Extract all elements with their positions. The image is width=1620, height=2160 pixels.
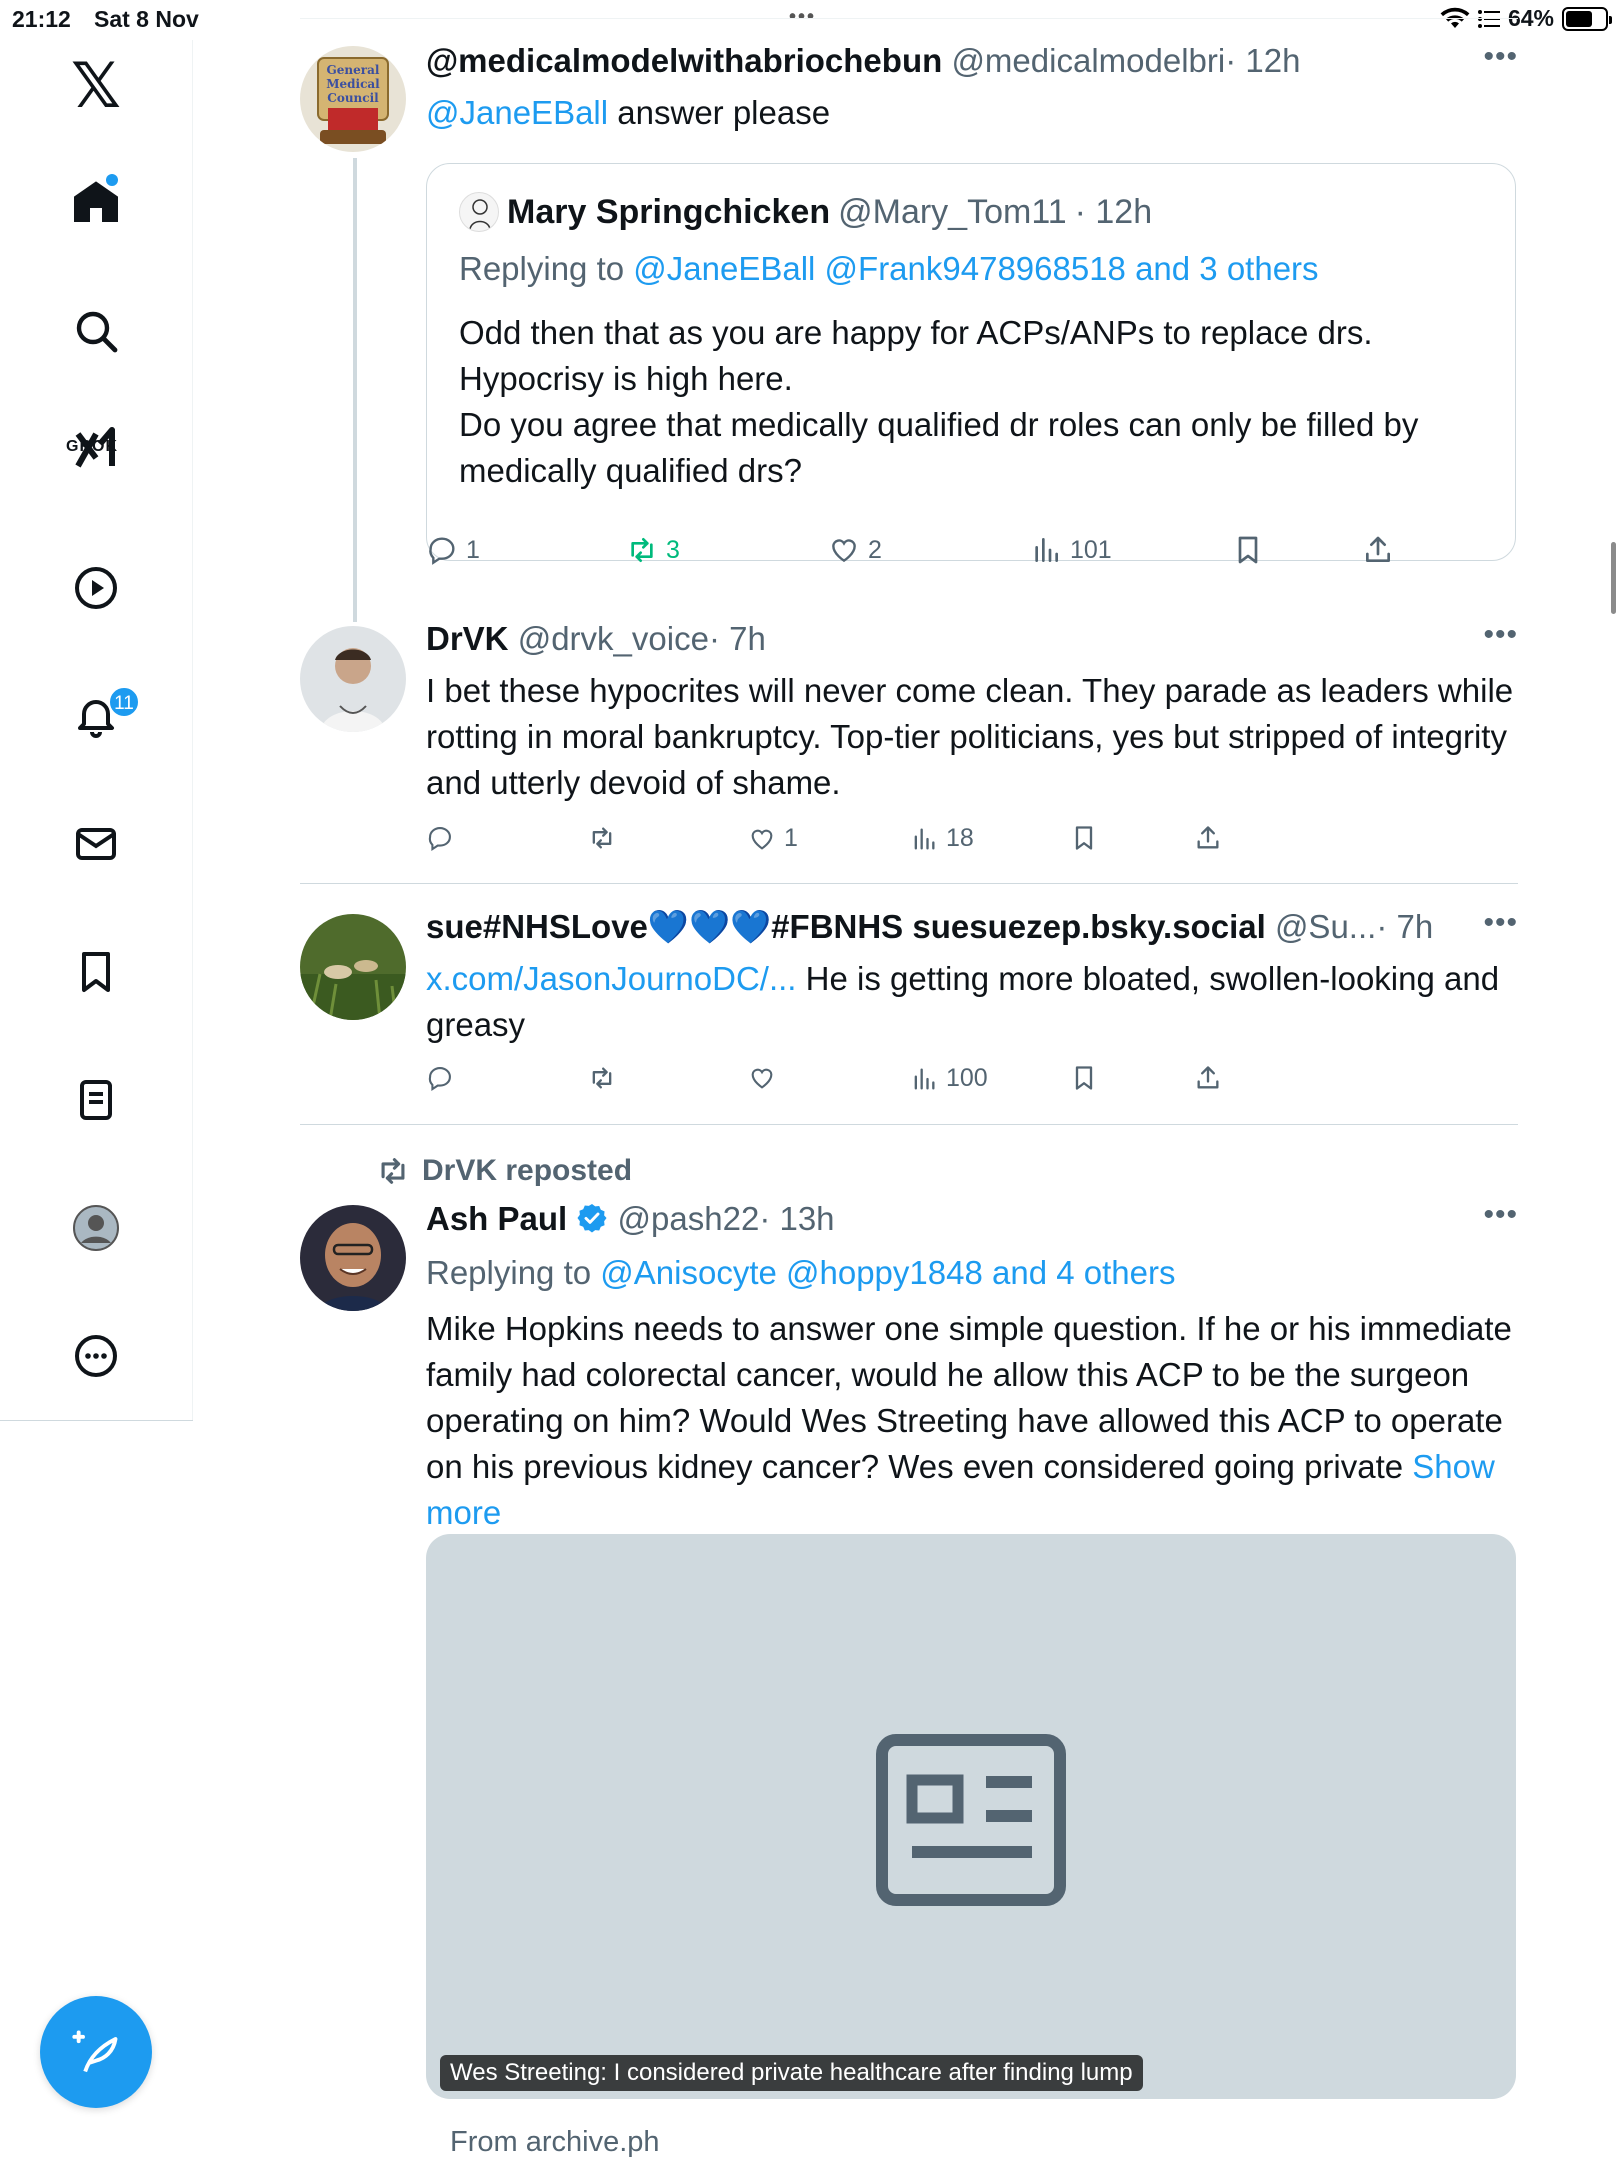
status-bar	[0, 0, 1620, 40]
quote-time: · 12h	[1074, 192, 1153, 231]
profile-avatar-icon[interactable]	[70, 1202, 122, 1254]
mention-link[interactable]: @JaneEBall	[426, 94, 609, 131]
tweet-separator	[300, 883, 1518, 884]
tweet-text: I bet these hypocrites will never come clean. They parade as leaders while rotting in moral bankruptcy. Top-tier politicians, yes but stripped of integrity and utterly devoid of shame.	[426, 672, 1514, 801]
external-link[interactable]: x.com/JasonJournoDC/...	[426, 960, 797, 997]
avatar-medicalmodel[interactable]	[300, 46, 406, 152]
share-icon	[1194, 824, 1222, 852]
tweet-text: x.com/JasonJournoDC/... He is getting more bloated, swollen-looking and greasy	[426, 960, 1500, 1043]
heart-icon	[828, 534, 860, 566]
bookmark-button[interactable]	[1070, 824, 1098, 852]
views-icon	[910, 1065, 938, 1093]
compose-post-button[interactable]	[40, 1996, 152, 2108]
repost-button[interactable]	[588, 1064, 624, 1092]
svg-text:Medical: Medical	[326, 77, 380, 91]
author-name[interactable]: Ash Paul	[426, 1200, 568, 1237]
share-icon	[1194, 1064, 1222, 1092]
card-source[interactable]: From archive.ph	[450, 2126, 660, 2158]
author-handle[interactable]: @medicalmodelbri	[951, 42, 1226, 79]
link-preview-card[interactable]	[426, 1534, 1516, 2099]
share-icon	[1362, 534, 1394, 566]
views-button[interactable]: 18	[910, 824, 974, 853]
author-name[interactable]: DrVK	[426, 620, 509, 657]
bookmark-button[interactable]	[1232, 534, 1264, 566]
author-handle[interactable]: @pash22	[617, 1200, 760, 1237]
status-time: 21:12	[12, 6, 71, 32]
author-name[interactable]: @medicalmodelwithabriochebun	[426, 42, 943, 79]
status-date: Sat 8 Nov	[94, 6, 199, 32]
x-logo-icon[interactable]: 𝕏	[71, 49, 121, 122]
bookmarks-icon[interactable]	[70, 946, 122, 998]
replying-to-links[interactable]: @Anisocyte @hoppy1848 and 4 others	[600, 1254, 1176, 1291]
avatar-sue[interactable]	[300, 914, 406, 1020]
tweet-time[interactable]: · 13h	[759, 1200, 835, 1237]
quote-author-handle[interactable]: @Mary_Tom11	[838, 192, 1067, 231]
heart-icon	[748, 1064, 776, 1092]
quote-replying-to: Replying to @JaneEBall @Frank9478968518 and 3 others	[459, 250, 1319, 287]
views-icon	[910, 825, 938, 853]
quote-header	[459, 192, 1152, 232]
quote-author-name[interactable]: Mary Springchicken	[507, 192, 831, 231]
thread-connector	[353, 158, 357, 622]
repost-context-icon	[376, 1154, 410, 1188]
tweet-header	[426, 42, 1300, 80]
share-button[interactable]	[1194, 1064, 1222, 1092]
author-handle[interactable]: @drvk_voice	[517, 620, 709, 657]
svg-text:Council: Council	[327, 91, 379, 105]
tweet-header	[426, 908, 1433, 947]
tweet-time[interactable]: · 7h	[1376, 908, 1434, 945]
repost-icon	[588, 1064, 616, 1092]
article-placeholder-icon	[876, 1734, 1066, 1906]
compose-feather-icon	[70, 2026, 122, 2078]
author-name[interactable]: sue#NHSLove💙💙💙#FBNHS suesuezep.bsky.social	[426, 908, 1266, 945]
search-icon[interactable]	[70, 305, 122, 357]
tweet-header	[426, 1200, 835, 1238]
more-options-icon[interactable]	[70, 1330, 122, 1382]
quoted-tweet[interactable]	[426, 163, 1516, 561]
repost-context	[376, 1154, 632, 1188]
tweet-more-icon[interactable]: •••	[1483, 1198, 1518, 1231]
bookmark-button[interactable]	[1070, 1064, 1098, 1092]
tweet-more-icon[interactable]: •••	[1483, 906, 1518, 939]
views-button[interactable]: 101	[1030, 534, 1112, 566]
repost-button[interactable]: 3	[626, 534, 680, 566]
quote-text: Odd then that as you are happy for ACPs/ANPs to replace drs. Hypocrisy is high here. Do you agree that medically qualified dr roles can only be filled by medically qualified drs?	[459, 314, 1419, 489]
tweet-text: @JaneEBall answer please	[426, 94, 831, 131]
quote-replying-links[interactable]: @JaneEBall @Frank9478968518 and 3 others	[633, 250, 1319, 287]
heart-icon	[748, 825, 776, 853]
reply-icon	[426, 1064, 454, 1092]
views-icon	[1030, 534, 1062, 566]
feed-top-border	[300, 18, 1518, 19]
repost-icon	[588, 824, 616, 852]
multitask-dots[interactable]: •••	[789, 6, 817, 28]
tweet-more-icon[interactable]: •••	[1483, 40, 1518, 73]
reposted-by[interactable]: DrVK reposted	[422, 1154, 633, 1187]
tweet-more-icon[interactable]: •••	[1483, 618, 1518, 651]
share-button[interactable]	[1362, 534, 1394, 566]
verified-badge-icon	[576, 1202, 608, 1234]
repost-icon	[626, 534, 658, 566]
home-unread-dot	[106, 174, 118, 186]
tweet-text: Mike Hopkins needs to answer one simple question. If he or his immediate family had colorectal cancer, would he allow this ACP to be the surgeon operating on him? Would Wes Streeting have allowed this ACP to operate on his previous kidney cancer? Wes even considered going private Show more	[426, 1310, 1512, 1531]
like-button[interactable]: 1	[748, 824, 798, 853]
bookmark-icon	[1232, 534, 1264, 566]
tweet-time[interactable]: · 7h	[708, 620, 766, 657]
messages-icon[interactable]	[70, 818, 122, 870]
grok-label: GROK	[66, 438, 118, 455]
tweet-separator	[300, 1124, 1518, 1125]
notifications-badge: 11	[108, 686, 140, 718]
tweet-header	[426, 620, 766, 658]
reply-button[interactable]: 1	[426, 534, 480, 566]
repost-button[interactable]	[588, 824, 624, 852]
video-icon[interactable]	[70, 562, 122, 614]
reply-icon	[426, 824, 454, 852]
reply-button[interactable]	[426, 824, 462, 852]
quote-avatar	[459, 192, 499, 232]
bookmark-icon	[1070, 1064, 1098, 1092]
like-button[interactable]: 2	[828, 534, 882, 566]
like-button[interactable]	[748, 1064, 784, 1092]
lists-icon[interactable]	[70, 1074, 122, 1126]
show-more-link[interactable]: Show more	[426, 1448, 1495, 1531]
avatar-drvk[interactable]	[300, 626, 406, 732]
reply-icon	[426, 534, 458, 566]
scrollbar[interactable]	[1611, 542, 1616, 614]
svg-text:General: General	[326, 63, 380, 77]
author-handle[interactable]: @Su...	[1274, 908, 1377, 945]
sidebar-divider	[0, 1420, 193, 1421]
views-button[interactable]: 100	[910, 1064, 988, 1093]
replying-to: Replying to @Anisocyte @hoppy1848 and 4 others	[426, 1254, 1176, 1291]
battery-icon	[1562, 7, 1608, 31]
share-button[interactable]	[1194, 824, 1222, 852]
tweet-actions	[426, 1064, 1426, 1104]
battery-percent: 64%	[1507, 5, 1554, 31]
tweet-actions	[426, 534, 1426, 574]
bookmark-icon	[1070, 824, 1098, 852]
avatar-ashpaul[interactable]	[300, 1205, 406, 1311]
reply-button[interactable]	[426, 1064, 462, 1092]
card-caption: Wes Streeting: I considered private healthcare after finding lump	[440, 2055, 1143, 2091]
tweet-actions	[426, 824, 1426, 864]
tweet-time[interactable]: · 12h	[1225, 42, 1301, 79]
